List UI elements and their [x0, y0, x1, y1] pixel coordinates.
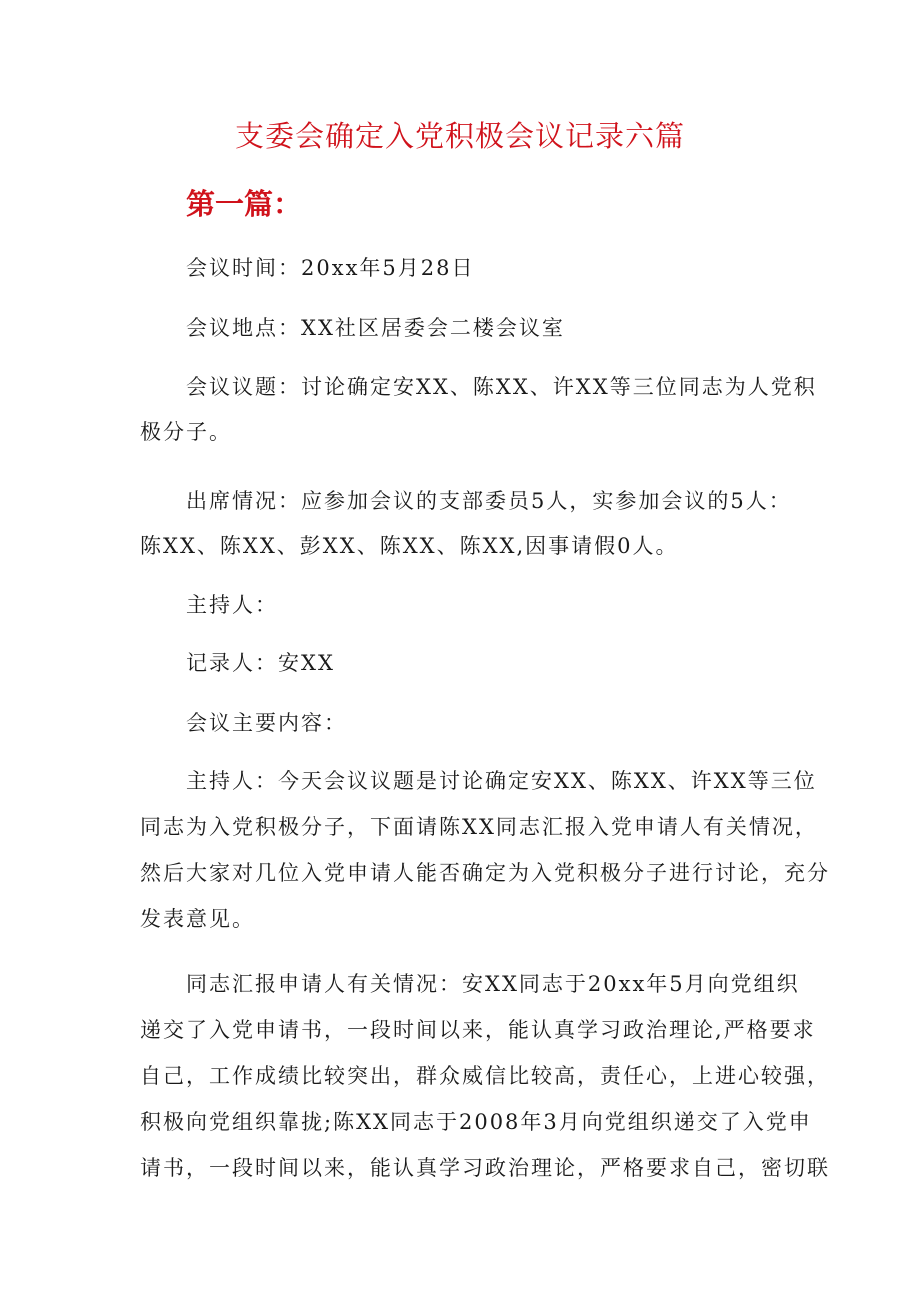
meeting-topic-line: 极分子。 — [140, 420, 232, 444]
host-speech-line: 发表意见。 — [140, 907, 255, 931]
recorder — [140, 645, 790, 682]
main-content-label — [140, 705, 790, 742]
meeting-place — [140, 310, 790, 347]
meeting-topic-line: 会议议题：讨论确定安XX、陈XX、许XX等三位同志为人党积 — [186, 375, 817, 399]
recorder-text: 记录人：安XX — [186, 651, 335, 675]
document-title: 支委会确定入党积极会议记录六篇 — [234, 119, 685, 153]
report — [140, 966, 830, 1187]
section-heading: 第一篇： — [186, 187, 303, 221]
meeting-topic — [140, 369, 817, 451]
main-content-label-text: 会议主要内容： — [186, 711, 347, 735]
meeting-place-text: 会议地点：XX社区居委会二楼会议室 — [186, 316, 565, 340]
host-speech — [140, 763, 830, 938]
host-speech-line: 同志为入党积极分子，下面请陈XX同志汇报入党申请人有关情况， — [140, 815, 818, 839]
host — [140, 587, 790, 624]
report-line: 自己，工作成绩比较突出，群众威信比较高，责任心，上进心较强， — [140, 1064, 830, 1088]
attendance-line: 陈XX、陈XX、彭XX、陈XX、陈XX,因事请假0人。 — [140, 534, 679, 558]
attendance — [140, 483, 790, 565]
report-line: 请书，一段时间以来，能认真学习政治理论，严格要求自己，密切联 — [140, 1156, 830, 1180]
report-line: 积极向党组织靠拢;陈XX同志于2008年3月向党组织递交了入党申 — [140, 1110, 812, 1134]
meeting-time-text: 会议时间：20xx年5月28日 — [186, 256, 475, 280]
attendance-line: 出席情况：应参加会议的支部委员5人，实参加会议的5人： — [186, 489, 792, 513]
report-line: 递交了入党申请书，一段时间以来，能认真学习政治理论,严格要求 — [140, 1018, 816, 1042]
meeting-time — [140, 250, 790, 287]
host-speech-line: 主持人：今天会议议题是讨论确定安XX、陈XX、许XX等三位 — [186, 769, 817, 793]
host-text: 主持人： — [186, 593, 278, 617]
report-line: 同志汇报申请人有关情况：安XX同志于20xx年5月向党组织 — [186, 972, 800, 996]
host-speech-line: 然后大家对几位入党申请人能否确定为入党积极分子进行讨论，充分 — [140, 861, 830, 885]
